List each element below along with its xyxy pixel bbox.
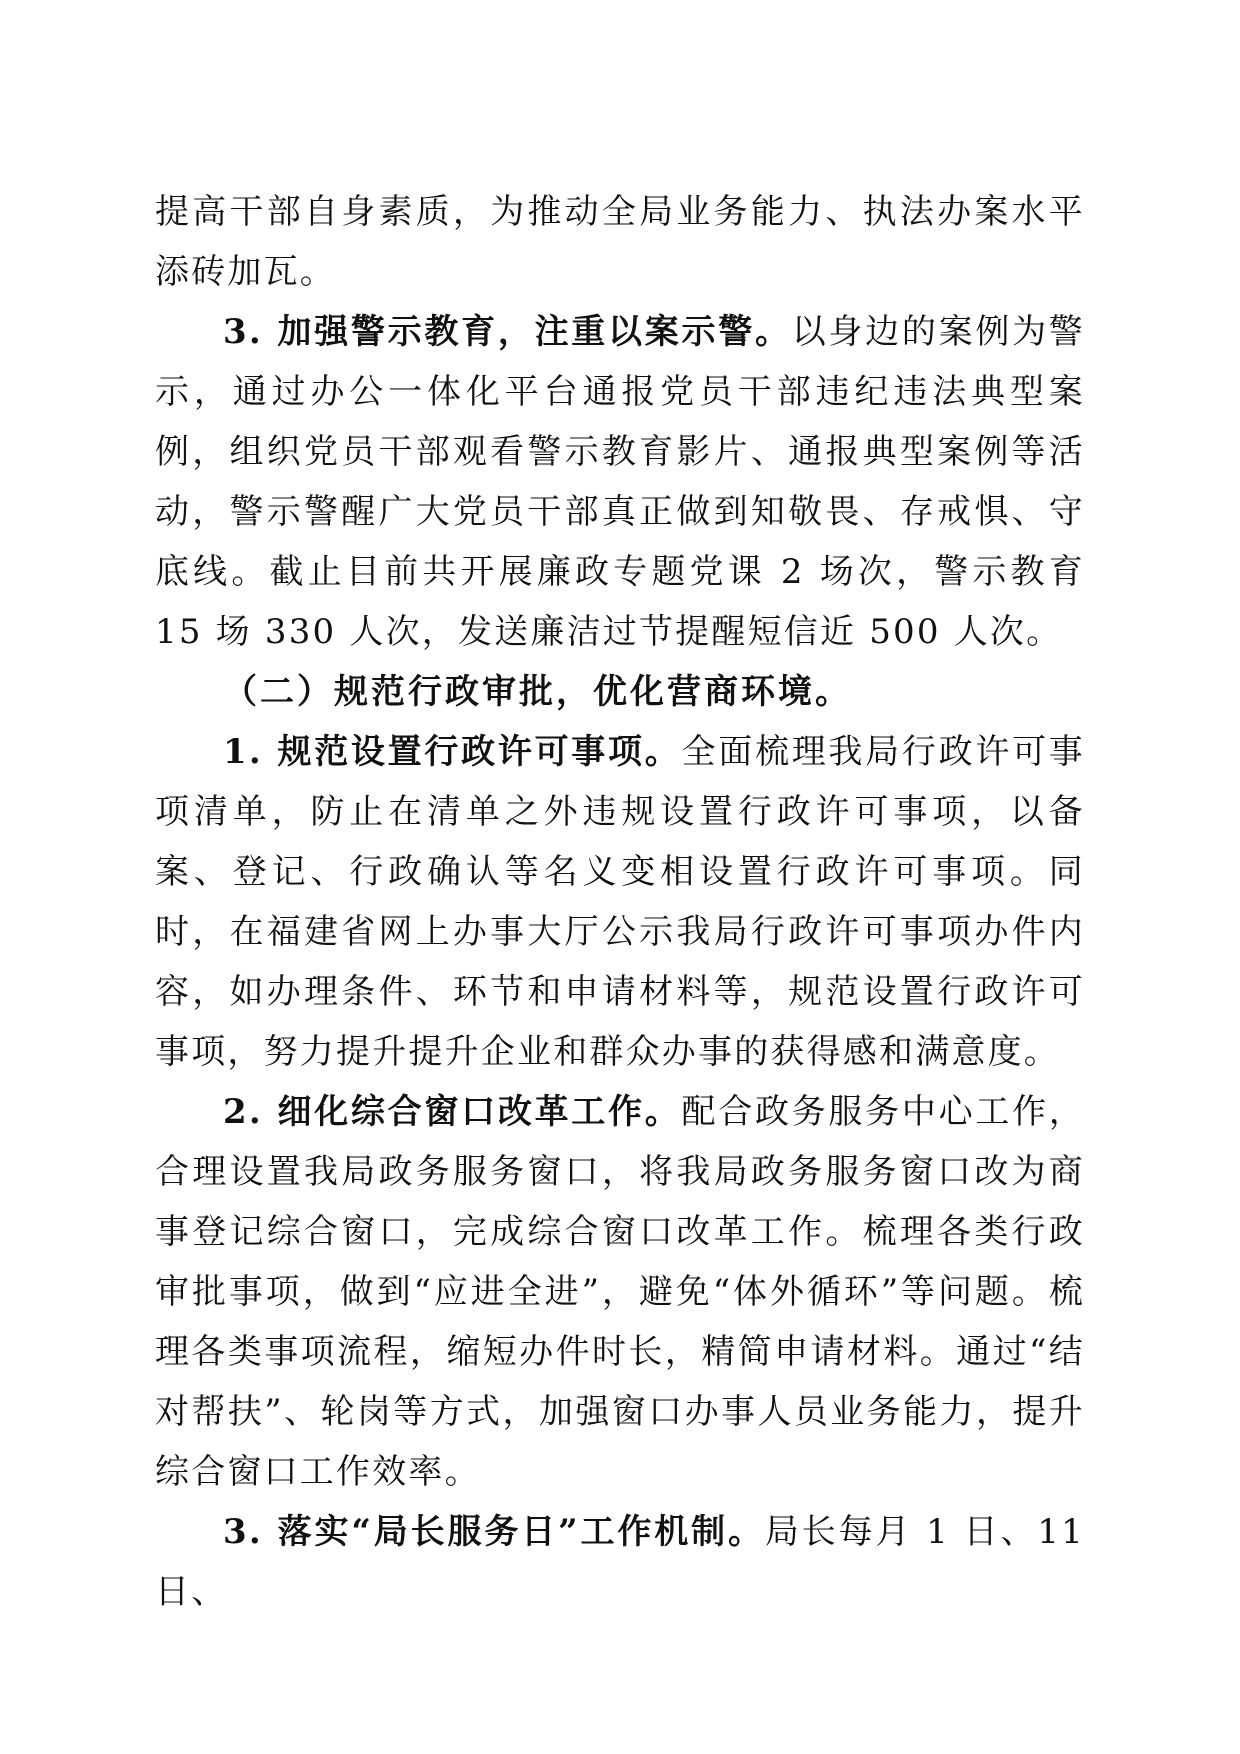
paragraph-warning-education xyxy=(155,302,1085,662)
paragraph-text: 提高干部自身素质，为推动全局业务能力、执法办案水平添砖加瓦。 xyxy=(155,192,1085,292)
paragraph-service-day xyxy=(155,1502,1085,1622)
paragraph-lead: 3. 落实“局长服务日”工作机制。 xyxy=(223,1512,765,1552)
document-body xyxy=(155,182,1085,1622)
paragraph-text: 局长每月 1 日、11 日、 xyxy=(155,1512,1086,1612)
paragraph-text: 全面梳理我局行政许可事项清单，防止在清单之外违规设置行政许可事项，以备案、登记、行政确认等名义变相设置行政许可事项。同时，在福建省网上办事大厅公示我局行政许可事项办件内容，如办理条件、环节和申请材料等，规范设置行政许可事项，努力提升提升企业和群众办事的获得感和满意度。 xyxy=(155,732,1085,1072)
paragraph-lead: 1. 规范设置行政许可事项。 xyxy=(223,732,682,772)
paragraph-lead: 2. 细化综合窗口改革工作。 xyxy=(223,1092,682,1132)
paragraph-window-reform xyxy=(155,1082,1085,1502)
section-heading: （二）规范行政审批，优化营商环境。 xyxy=(223,672,852,712)
paragraph-continuation xyxy=(155,182,1085,302)
paragraph-lead: 3. 加强警示教育，注重以案示警。 xyxy=(223,312,792,352)
paragraph-text: 以身边的案例为警示，通过办公一体化平台通报党员干部违纪违法典型案例，组织党员干部观看警示教育影片、通报典型案例等活动，警示警醒广大党员干部真正做到知敬畏、存戒惧、守底线。截止目前共开展廉政专题党课 2 场次，警示教育 15 场 330 人次，发送廉洁过节提醒短信近 500 人次。 xyxy=(155,312,1085,652)
paragraph-text: 配合政务服务中心工作，合理设置我局政务服务窗口，将我局政务服务窗口改为商事登记综合窗口，完成综合窗口改革工作。梳理各类行政审批事项，做到“应进全进”，避免“体外循环”等问题。梳理各类事项流程，缩短办件时长，精简申请材料。通过“结对帮扶”、轮岗等方式，加强窗口办事人员业务能力，提升综合窗口工作效率。 xyxy=(155,1092,1085,1492)
paragraph-licensing xyxy=(155,722,1085,1082)
